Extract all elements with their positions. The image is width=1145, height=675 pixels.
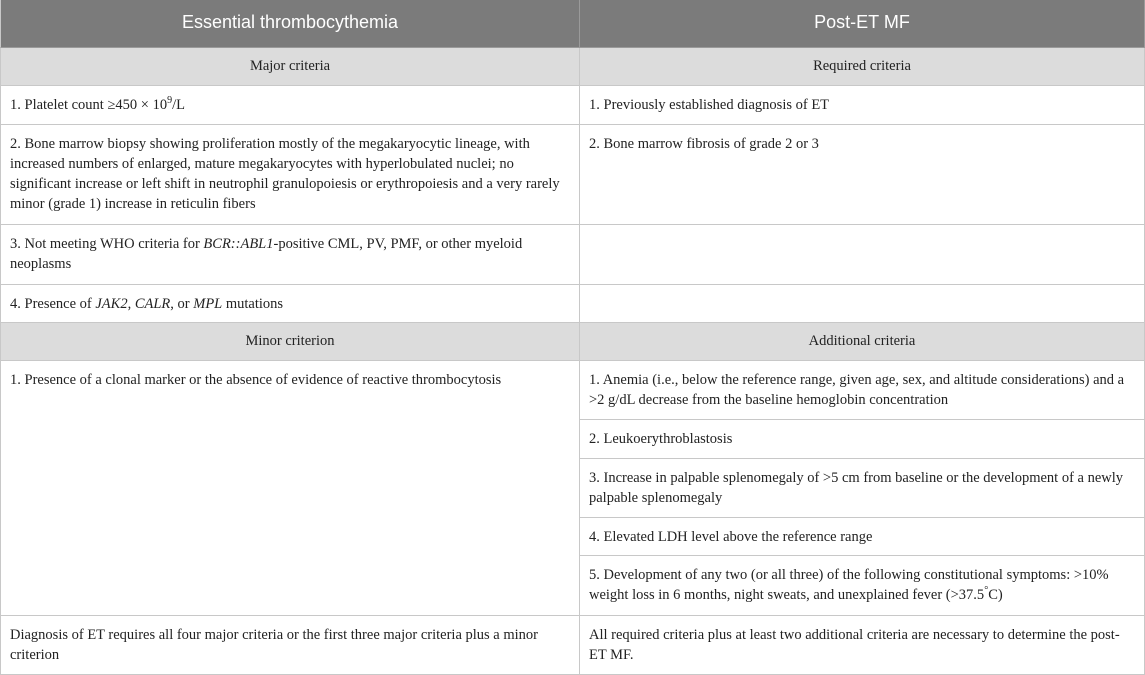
required-empty-cell-1 xyxy=(580,225,1145,285)
subheader-minor-criterion: Minor criterion xyxy=(0,323,580,361)
additional-criterion-3: 3. Increase in palpable splenomegaly of >5 cm from baseline or the development of a newly palpable splenomegaly xyxy=(580,459,1145,518)
footer-post-et-mf-rule: All required criteria plus at least two additional criteria are necessary to determine the post-ET MF. xyxy=(580,616,1145,675)
subheader-major-criteria: Major criteria xyxy=(0,48,580,86)
major-criterion-1: 1. Platelet count $\ge 450 \times 10^9/L$ xyxy=(0,86,580,125)
header-essential-thrombocythemia: Essential thrombocythemia xyxy=(0,0,580,48)
subheader-additional-criteria: Additional criteria xyxy=(580,323,1145,361)
subheader-required-criteria: Required criteria xyxy=(580,48,1145,86)
required-criterion-2: 2. Bone marrow fibrosis of grade 2 or 3 xyxy=(580,125,1145,225)
additional-criterion-5: 5. Development of any two (or all three) of the following constitutional symptoms: >10% weight loss in 6 months, night sweats, and unexplained fever (>37.5°C) xyxy=(580,556,1145,616)
required-criterion-1: 1. Previously established diagnosis of ET xyxy=(580,86,1145,125)
additional-criterion-2: 2. Leukoerythroblastosis xyxy=(580,420,1145,459)
major-criterion-3: 3. Not meeting WHO criteria for BCR::ABL1-positive CML, PV, PMF, or other myeloid neoplasms xyxy=(0,225,580,285)
header-post-et-mf: Post-ET MF xyxy=(580,0,1145,48)
major-criterion-4: 4. Presence of JAK2, CALR, or MPL mutations xyxy=(0,285,580,323)
major-criterion-2: 2. Bone marrow biopsy showing proliferation mostly of the megakaryocytic lineage, with increased numbers of enlarged, mature megakaryocytes with hyperlobulated nuclei; no significant increase or left shift in neutrophil granulopoiesis or erythropoiesis and a very rarely minor (grade 1) increase in reticulin fibers xyxy=(0,125,580,225)
footer-et-diagnosis-rule: Diagnosis of ET requires all four major criteria or the first three major criteria plus a minor criterion xyxy=(0,616,580,675)
additional-criterion-4: 4. Elevated LDH level above the reference range xyxy=(580,518,1145,556)
minor-criterion-1: 1. Presence of a clonal marker or the absence of evidence of reactive thrombocytosis xyxy=(0,361,580,616)
additional-criterion-1: 1. Anemia (i.e., below the reference range, given age, sex, and altitude considerations) and a >2 g/dL decrease from the baseline hemoglobin concentration xyxy=(580,361,1145,420)
required-empty-cell-2 xyxy=(580,285,1145,323)
